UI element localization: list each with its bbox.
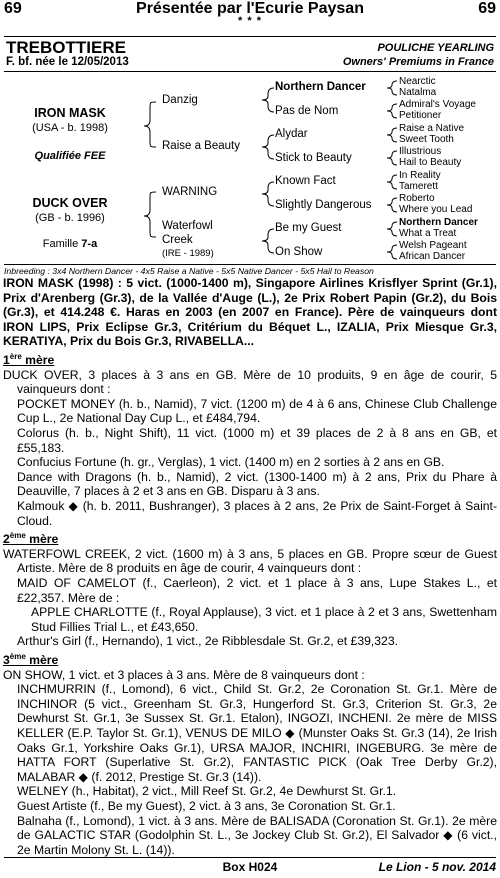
owners-premiums: Owners' Premiums in France: [342, 56, 494, 68]
dam3-produce-3: Guest Artiste (f., Be my Guest), 2 vict. à 3 ans, 3e Coronation St. Gr.1.: [17, 798, 396, 813]
gen4-5: Raise a Native: [399, 123, 465, 134]
gen4-16: African Dancer: [399, 251, 466, 262]
dam1-produce-2: Colorus (h. b., Night Shift), 11 vict. (1000 m) et 39 places de 2 à 8 ans en GB, et £55,183.: [17, 426, 497, 455]
horse-desc: F. bf. née le 12/05/2013: [6, 56, 129, 68]
gen2-dam-dam-line1: Waterfowl: [162, 220, 213, 232]
dam1-produce-4: Dance with Dragons (h. b., Namid), 2 vict. (1300-1400 m) à 2 ans, Prix du Phare à Deauville, 7 places à 2 et 3 ans en GB. Disparu à 3 ans.: [17, 469, 497, 499]
gen4-7: Illustrious: [399, 146, 442, 157]
dam3-produce-4: Balnaha (f., Lomond), 1 vict. à 3 ans. Mère de BALISADA (Coronation St. Gr.1). 2e mère de GALACTIC STAR (Godolphin St. L., 3e Jockey Club St. Gr.2), El Salvador ◆ (6 vict., 2e Martin Molony St. L. (14)).: [17, 813, 497, 857]
dam2-produce-1: MAID OF CAMELOT (f., Caerleon), 2 vict. et 1 place à 3 ans, Lupe Stakes L., et £22,357. Mère de :: [17, 576, 497, 605]
gen4-9: In Reality: [399, 170, 441, 181]
gen3-4: Stick to Beauty: [275, 152, 352, 164]
gen3-1: Northern Dancer: [275, 81, 366, 93]
section-3-title: 3ème mère: [3, 651, 59, 668]
gen3-7: Be my Guest: [275, 222, 342, 234]
consignor-title: Présentée par l'Ecurie Paysan: [136, 0, 364, 17]
dam2-intro: WATERFOWL CREEK, 2 vict. (1600 m) à 3 ans, 5 places en GB. Propre sœur de Guest Artiste. Mère de 8 produits en âge de courir, 4 vainqueurs dont :: [3, 546, 497, 576]
gen4-10: Tamerett: [399, 181, 438, 192]
gen4-11: Roberto: [399, 193, 435, 204]
inbreeding-line: Inbreeding : 3x4 Northern Dancer - 4x5 Raise a Native - 5x5 Native Dancer - 5x5 Hail to Reason: [4, 266, 374, 276]
gen3-3: Alydar: [275, 128, 308, 140]
dam1-produce-3: Confucius Fortune (h. gr., Verglas), 1 vict. (1400 m) en 2 sorties à 2 ans en GB.: [17, 455, 445, 470]
gen2-sire-sire: Danzig: [162, 94, 198, 106]
sire-note: Qualifiée FEE: [34, 150, 106, 162]
gen4-1: Nearctic: [399, 76, 436, 87]
dam3-produce-1: INCHMURRIN (f., Lomond), 6 vict., Child St. Gr.2, 2e Coronation St. Gr.1. Mère de INCHINOR (5 vict., Greenham St. Gr.3, Hungerford St. Gr.3, Criterion St. Gr.3, 2e Dewhurst St. Gr.1, 3e Sussex St. Gr.1. Etalon), INGOZI, INCHENI. 2e mère de MISS KELLER (E.P. Taylor St. Gr.1), VENUS DE MILO ◆ (Munster Oaks St. Gr.3 (14), 2e Irish Oaks Gr.1, Yorkshire Oaks Gr.1), URSA MAJOR, INCHIRI, INGEBURG. 3e mère de HATTA FORT (Superlative St. Gr.2), FANTASTIC PICK (Oak Tree Derby Gr.2), MALABAR ◆ (f. 2012, Prestige St. Gr.3 (14)).: [17, 682, 497, 784]
dam-origin: (GB - b. 1996): [35, 212, 105, 224]
horse-name: TREBOTTIERE: [6, 38, 126, 57]
gen2-dam-dam-line2: Creek: [162, 234, 193, 246]
lot-number-left: 69: [4, 0, 22, 17]
gen4-4: Petitioner: [399, 110, 442, 121]
gen4-15: Welsh Pageant: [399, 240, 467, 251]
gen4-12: Where you Lead: [399, 204, 473, 215]
gen3-6: Slightly Dangerous: [275, 199, 372, 211]
gen4-2: Natalma: [399, 87, 437, 98]
dam1-produce-1: POCKET MONEY (h. b., Namid), 7 vict. (1200 m) de 4 à 6 ans, Chinese Club Challenge Cup L., 2e National Day Cup L., et £484,794.: [17, 396, 497, 426]
gen2-dam-sire: WARNING: [162, 186, 218, 198]
footer-rule: [4, 857, 496, 858]
gen3-2: Pas de Nom: [275, 105, 339, 117]
section-1-title: 1ère mère: [3, 351, 55, 368]
page-footer: [4, 860, 496, 876]
lot-number-right: 69: [478, 0, 496, 17]
dam2-produce-2: APPLE CHARLOTTE (f., Royal Applause), 3 vict. et 1 place à 2 et 3 ans, Swettenham Stud Fillies Trial L., et £43,650.: [31, 605, 497, 634]
section-2-title: 2ème mère: [3, 531, 59, 547]
pedigree-bottom-rule: [4, 264, 496, 265]
sire-record: IRON MASK (1998) : 5 vict. (1000-1400 m), Singapore Airlines Krisflyer Sprint (Gr.1), Prix d'Arenberg (Gr.3), de la Vallée d'Auge (L.), 2e Prix Robert Papin (Gr.2), du Bois (Gr.3), et 414.248 €. Haras en 2003 (en 2007 en France). Père de vainqueurs dont IRON LIPS, Prix Eclipse Gr.3, Critérium du Béquet L., IZALIA, Prix Miesque Gr.3, KERATIYA, Prix du Bois Gr.3, RIVABELLA...: [3, 276, 497, 349]
dam-name: DUCK OVER: [32, 196, 108, 210]
gen3-5: Known Fact: [275, 175, 336, 187]
gen2-sire-dam: Raise a Beauty: [162, 140, 240, 152]
dam3-intro: ON SHOW, 1 vict. et 3 places à 3 ans. Mère de 8 vainqueurs dont :: [3, 667, 365, 682]
gen4-8: Hail to Beauty: [399, 157, 462, 168]
dam1-produce-5: Kalmouk ◆ (h. b. 2011, Bushranger), 3 places à 2 ans, 2e Prix de Saint-Forget à Saint-Cloud.: [17, 498, 497, 528]
gen4-6: Sweet Tooth: [399, 134, 454, 145]
sire-origin: (USA - b. 1998): [32, 122, 108, 134]
gen4-13: Northern Dancer: [399, 217, 478, 228]
gen4-3: Admiral's Voyage: [399, 99, 476, 110]
dam-family: Famille 7-a: [42, 238, 98, 250]
header-stars: * * *: [238, 15, 262, 27]
gen4-14: What a Treat: [399, 228, 457, 239]
dam1-intro: DUCK OVER, 3 places à 3 ans en GB. Mère de 10 produits, 9 en âge de courir, 5 vainqueurs dont :: [3, 367, 497, 397]
gen3-8: On Show: [275, 246, 323, 258]
sire-name: IRON MASK: [34, 106, 106, 120]
horse-type: POULICHE YEARLING: [377, 42, 494, 54]
gen2-dam-dam-origin: (IRE - 1989): [162, 248, 214, 259]
pedigree-notes: [3, 276, 497, 857]
dam2-produce-3: Arthur's Girl (f., Hernando), 1 vict., 2e Ribblesdale St. Gr.2, et £39,323.: [17, 634, 398, 649]
dam3-produce-2: WELNEY (h., Habitat), 2 vict., Mill Reef St. Gr.2, 4e Dewhurst St. Gr.1.: [17, 784, 397, 799]
box-number: Box H024: [222, 860, 278, 874]
sale-date: Le Lion - 5 nov. 2014: [378, 860, 496, 874]
